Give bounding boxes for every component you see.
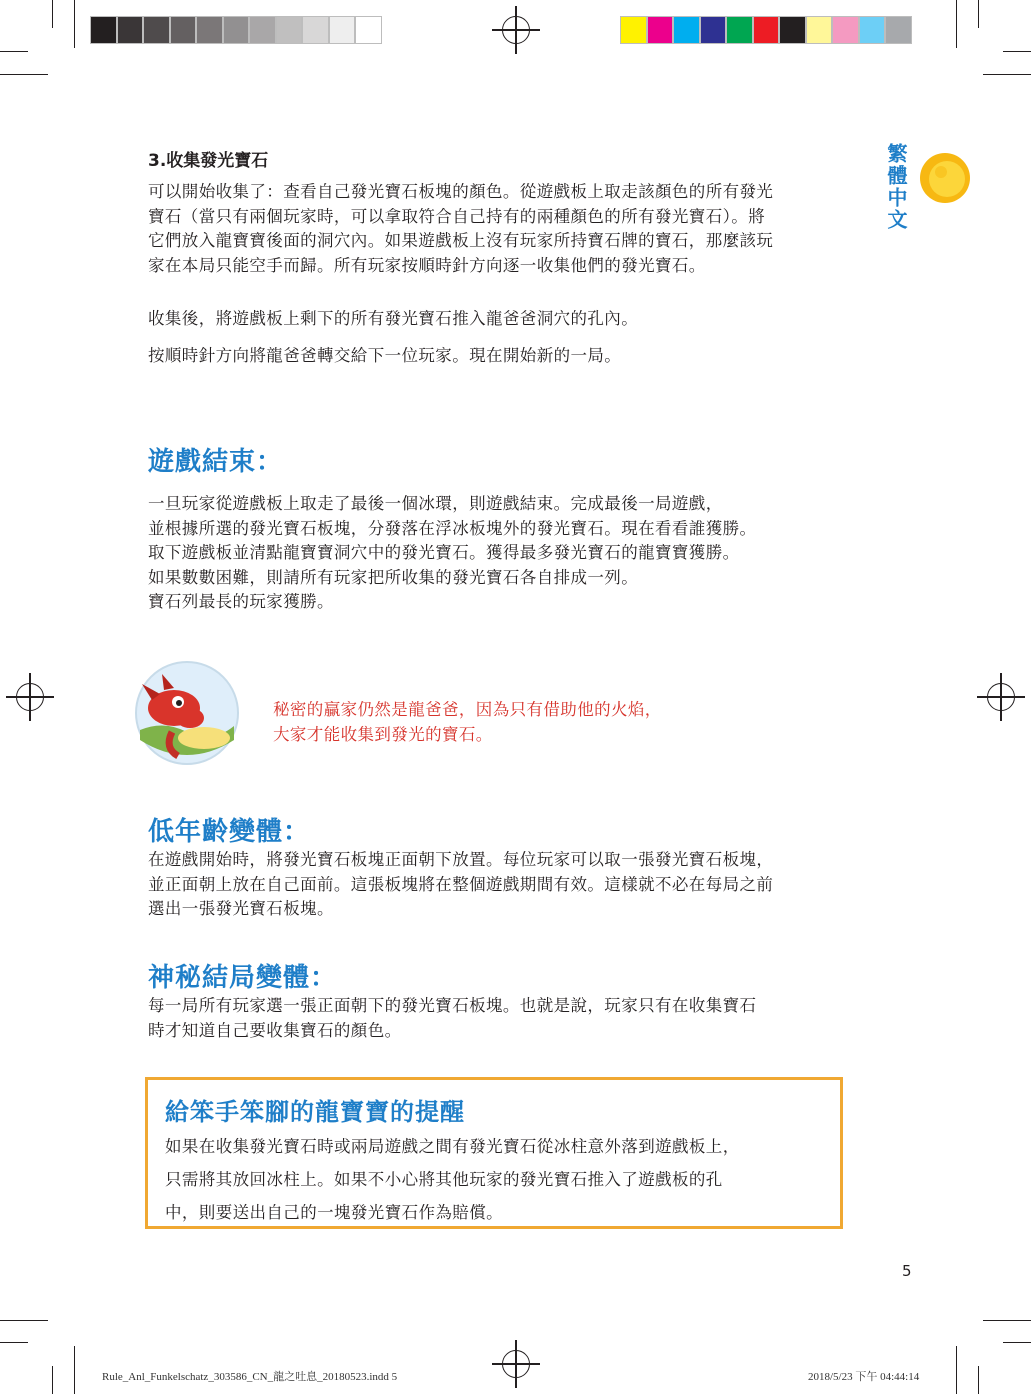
color-swatch xyxy=(885,16,912,44)
process-color-bar xyxy=(620,16,912,44)
page-number: 5 xyxy=(902,1262,912,1280)
crop-mark xyxy=(0,1342,28,1343)
text-line: 只需將其放回冰柱上。如果不小心將其他玩家的發光寶石推入了遊戲板的孔 xyxy=(165,1170,723,1189)
heading-game-end: 遊戲結束： xyxy=(148,447,284,477)
text-line: 可以開始收集了：查看自己發光寶石板塊的顏色。從遊戲板上取走該顏色的所有發光 xyxy=(148,182,774,201)
color-swatch xyxy=(700,16,727,44)
color-swatch xyxy=(276,16,303,44)
collect-paragraph xyxy=(148,180,773,278)
heading-mystery-variant: 神秘結局變體： xyxy=(148,963,338,993)
pass-dragon-paragraph: 按順時針方向將龍爸爸轉交給下一位玩家。現在開始新的一局。 xyxy=(148,346,622,365)
crop-mark xyxy=(0,1320,48,1321)
registration-mark-top xyxy=(492,6,540,54)
file-slug: Rule_Anl_Funkelschatz_303586_CN_龍之吐息_20180523.indd 5 xyxy=(102,1371,398,1383)
text-line: 如果在收集發光寶石時或兩局遊戲之間有發光寶石從冰柱意外落到遊戲板上， xyxy=(165,1137,740,1156)
color-swatch xyxy=(249,16,276,44)
text-line: 寶石列最長的玩家獲勝。 xyxy=(148,592,334,611)
crop-mark xyxy=(52,0,53,28)
color-swatch xyxy=(673,16,700,44)
text-line: 如果數數困難，則請所有玩家把所收集的發光寶石各自排成一列。 xyxy=(148,567,639,587)
text-line: 一旦玩家從遊戲板上取走了最後一個冰環，則遊戲結束。完成最後一局遊戲， xyxy=(148,494,723,513)
crop-mark xyxy=(983,1320,1031,1321)
text-line: 大家才能收集到發光的寶石。 xyxy=(273,724,493,744)
text-line: 中，則要送出自己的一塊發光寶石作為賠償。 xyxy=(165,1203,503,1222)
color-swatch xyxy=(170,16,197,44)
color-swatch xyxy=(620,16,647,44)
tip-body xyxy=(165,1130,740,1229)
color-swatch xyxy=(117,16,144,44)
color-swatch xyxy=(647,16,674,44)
game-end-paragraph xyxy=(148,492,756,615)
color-swatch xyxy=(753,16,780,44)
sun-emblem-icon xyxy=(914,148,972,208)
crop-mark xyxy=(74,1346,75,1394)
text-line: 它們放入龍寶寶後面的洞穴內。如果遊戲板上沒有玩家所持寶石牌的寶石，那麼該玩 xyxy=(148,231,774,250)
color-swatch xyxy=(223,16,250,44)
date-slug: 2018/5/23 下午 04:44:14 xyxy=(808,1371,920,1383)
crop-mark xyxy=(956,0,957,48)
color-swatch xyxy=(329,16,356,44)
crop-mark xyxy=(978,0,979,28)
text-line: 秘密的贏家仍然是龍爸爸，因為只有借助他的火焰， xyxy=(273,700,662,719)
color-swatch xyxy=(196,16,223,44)
collect-after-paragraph: 收集後，將遊戲板上剩下的所有發光寶石推入龍爸爸洞穴的孔內。 xyxy=(148,309,639,328)
language-tab: 繁體中文 xyxy=(884,143,908,231)
crop-mark xyxy=(0,74,48,75)
text-line: 寶石（當只有兩個玩家時，可以拿取符合自己持有的兩種顏色的所有發光寶石）。將 xyxy=(148,206,766,226)
text-line: 選出一張發光寶石板塊。 xyxy=(148,899,334,918)
text-line: 在遊戲開始時，將發光寶石板塊正面朝下放置。每位玩家可以取一張發光寶石板塊， xyxy=(148,850,774,869)
color-swatch xyxy=(355,16,382,44)
crop-mark xyxy=(956,1346,957,1394)
mystery-variant-paragraph xyxy=(148,994,756,1043)
text-line: 取下遊戲板並清點龍寶寶洞穴中的發光寶石。獲得最多發光寶石的龍寶寶獲勝。 xyxy=(148,543,740,562)
grayscale-color-bar xyxy=(90,16,382,44)
color-swatch xyxy=(859,16,886,44)
text-line: 並正面朝上放在自己面前。這張板塊將在整個遊戲期間有效。這樣就不必在每局之前 xyxy=(148,874,774,894)
section-title-collect: 3.收集發光寶石 xyxy=(148,151,269,171)
color-swatch xyxy=(726,16,753,44)
dragon-quote xyxy=(273,698,662,747)
registration-mark-right xyxy=(977,673,1025,721)
crop-mark xyxy=(1003,51,1031,52)
crop-mark xyxy=(52,1366,53,1394)
text-line: 時才知道自己要收集寶石的顏色。 xyxy=(148,1020,402,1040)
color-swatch xyxy=(302,16,329,44)
crop-mark xyxy=(74,0,75,48)
registration-mark-bottom xyxy=(492,1340,540,1388)
registration-mark-left xyxy=(6,673,54,721)
heading-young-variant: 低年齡變體： xyxy=(148,817,311,847)
color-swatch xyxy=(806,16,833,44)
color-swatch xyxy=(90,16,117,44)
crop-mark xyxy=(1003,1342,1031,1343)
crop-mark xyxy=(0,51,28,52)
color-swatch xyxy=(143,16,170,44)
color-swatch xyxy=(832,16,859,44)
young-variant-paragraph xyxy=(148,848,773,922)
text-line: 家在本局只能空手而歸。所有玩家按順時針方向逐一收集他們的發光寶石。 xyxy=(148,255,706,275)
text-line: 並根據所選的發光寶石板塊，分發落在浮冰板塊外的發光寶石。現在看看誰獲勝。 xyxy=(148,518,757,538)
crop-mark xyxy=(983,74,1031,75)
text-line: 每一局所有玩家選一張正面朝下的發光寶石板塊。也就是說，玩家只有在收集寶石 xyxy=(148,996,757,1015)
crop-mark xyxy=(978,1366,979,1394)
dragon-badge-icon xyxy=(134,660,240,766)
color-swatch xyxy=(779,16,806,44)
tip-title: 給笨手笨腳的龍寶寶的提醒 xyxy=(165,1098,465,1126)
